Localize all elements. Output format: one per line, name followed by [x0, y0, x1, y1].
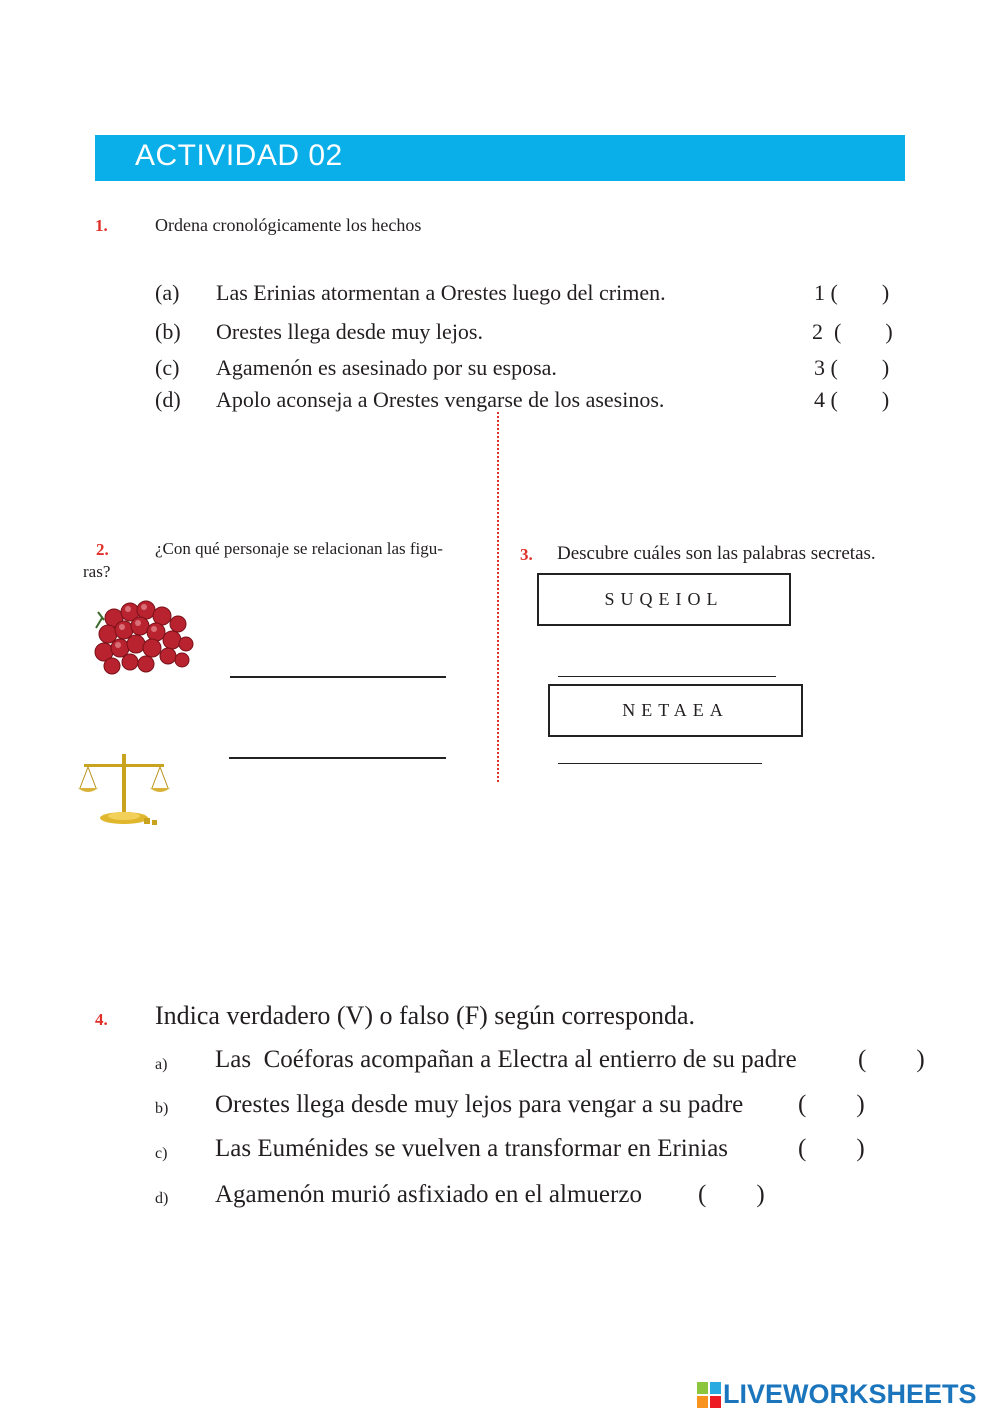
q4-prompt: Indica verdadero (V) o falso (F) según corresponda.: [155, 1001, 696, 1030]
q4-item-letter: b): [155, 1100, 169, 1117]
q1-item-letter: (a): [155, 280, 180, 305]
secret-word-2: NETAEA: [622, 700, 729, 720]
liveworksheets-logo-icon: [697, 1382, 721, 1408]
q3-answer-line-1[interactable]: [558, 676, 776, 677]
q1-prompt: Ordena cronológicamente los hechos: [155, 215, 422, 235]
q3-answer-line-2[interactable]: [558, 763, 762, 764]
grapes-image: [94, 598, 194, 676]
q4-item-letter: c): [155, 1145, 168, 1162]
q1-order-slot[interactable]: 4 ( ): [814, 387, 890, 412]
q1-item-text: Apolo aconseja a Orestes vengarse de los asesinos.: [216, 387, 665, 412]
liveworksheets-logo[interactable]: [697, 1379, 977, 1410]
q2-number: 2.: [96, 540, 109, 559]
q2-prompt-line2: ras?: [83, 562, 111, 581]
q2-prompt-line1: ¿Con qué personaje se relacionan las figu-: [155, 539, 443, 558]
q4-item-text: Las Euménides se vuelven a transformar en Erinias: [215, 1135, 729, 1162]
q4-item-letter: a): [155, 1056, 168, 1073]
q1-item-text: Agamenón es asesinado por su esposa.: [216, 355, 557, 380]
q1-order-slot[interactable]: 2 ( ): [812, 319, 893, 344]
q1-number: 1.: [95, 216, 108, 235]
q4-answer-paren[interactable]: ( ): [858, 1046, 925, 1073]
q1-order-slot[interactable]: 1 ( ): [814, 280, 890, 305]
scales-image: [76, 750, 174, 830]
q3-prompt: Descubre cuáles son las palabras secretas.: [557, 543, 876, 564]
q4-answer-paren[interactable]: ( ): [698, 1181, 765, 1208]
q2-answer-line-1[interactable]: [230, 676, 446, 678]
column-divider: [497, 412, 499, 782]
q4-item-text: Agamenón murió asfixiado en el almuerzo: [215, 1181, 642, 1208]
liveworksheets-logo-text: LIVEWORKSHEETS: [723, 1379, 977, 1409]
page-title: ACTIVIDAD 02: [135, 139, 343, 172]
q4-answer-paren[interactable]: ( ): [798, 1135, 865, 1162]
secret-word-1: SUQEIOL: [604, 589, 724, 609]
q1-item-text: Orestes llega desde muy lejos.: [216, 319, 483, 344]
secret-word-box-1: [537, 573, 791, 626]
q1-item-text: Las Erinias atormentan a Orestes luego del crimen.: [216, 280, 666, 305]
q1-item-letter: (c): [155, 355, 180, 380]
q2-answer-line-2[interactable]: [229, 757, 446, 759]
secret-word-box-2: [548, 684, 803, 737]
q4-number: 4.: [95, 1010, 108, 1029]
q4-answer-paren[interactable]: ( ): [798, 1091, 865, 1118]
q4-item-text: Las Coéforas acompañan a Electra al entierro de su padre: [215, 1046, 797, 1073]
q1-item-letter: (d): [155, 387, 181, 412]
q1-order-slot[interactable]: 3 ( ): [814, 355, 890, 380]
q4-item-text: Orestes llega desde muy lejos para vengar a su padre: [215, 1091, 744, 1118]
q3-number: 3.: [520, 545, 533, 564]
q4-item-letter: d): [155, 1190, 169, 1207]
q1-item-letter: (b): [155, 319, 181, 344]
